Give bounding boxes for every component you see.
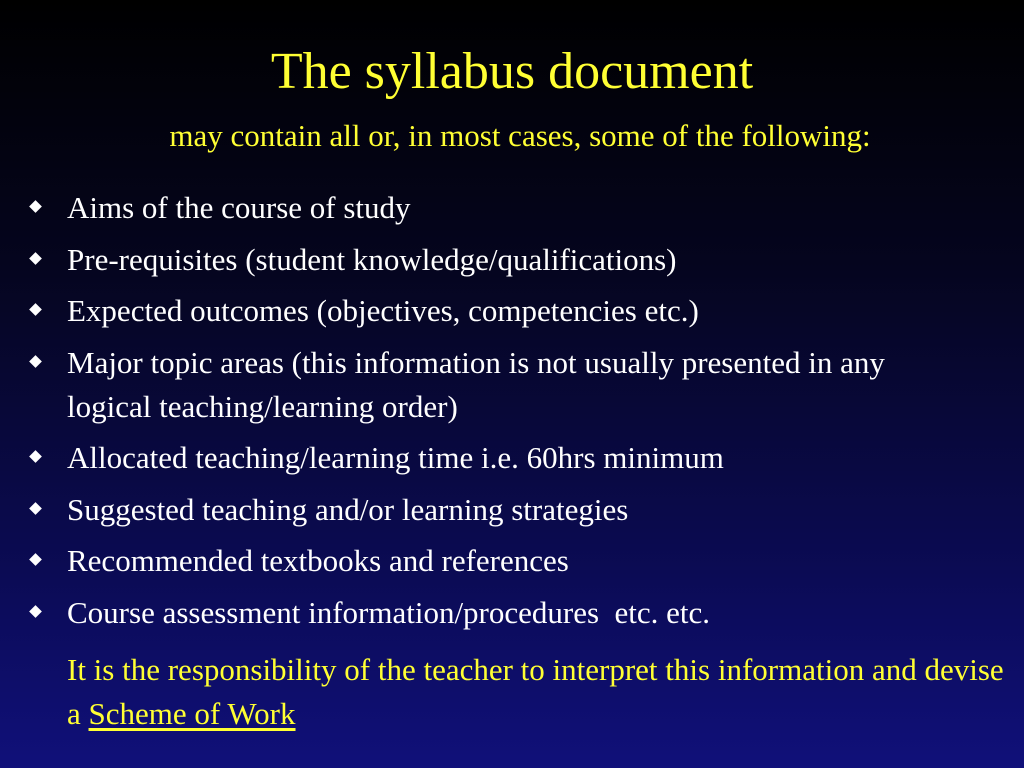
bullet-text: Allocated teaching/learning time i.e. 60hrs minimum — [67, 440, 724, 475]
slide-subtitle: may contain all or, in most cases, some of the following: — [169, 118, 871, 153]
bullet-text: Expected outcomes (objectives, competencies etc.) — [67, 293, 699, 328]
scheme-of-work-link[interactable]: Scheme of Work — [88, 696, 296, 731]
bullet-text: Major topic areas (this information is not usually presented in any logical teaching/learning order) — [67, 344, 885, 424]
bullet-list — [28, 186, 1008, 642]
diamond-bullet-icon — [29, 605, 42, 618]
bullet-text: Aims of the course of study — [67, 190, 411, 225]
bullet-item — [28, 591, 1008, 635]
diamond-bullet-icon — [29, 502, 42, 515]
bullet-item — [28, 488, 1008, 532]
bullet-item — [28, 289, 1008, 333]
bullet-text: Pre-requisites (student knowledge/qualifications) — [67, 241, 677, 277]
diamond-bullet-icon — [29, 200, 42, 213]
bullet-item — [28, 436, 1008, 480]
bullet-item — [28, 186, 1008, 230]
closing-text: It is the responsibility of the teacher to interpret this information and devise a — [67, 652, 1004, 731]
bullet-item — [28, 539, 1008, 583]
bullet-item — [28, 238, 1008, 282]
bullet-item — [28, 341, 897, 429]
diamond-bullet-icon — [29, 553, 42, 566]
slide-title: The syllabus document — [270, 43, 754, 100]
diamond-bullet-icon — [29, 450, 42, 463]
bullet-text: Suggested teaching and/or learning strategies — [67, 491, 629, 527]
diamond-bullet-icon — [29, 252, 42, 265]
diamond-bullet-icon — [29, 355, 42, 368]
bullet-text: Recommended textbooks and references — [67, 543, 569, 578]
bullet-text: Course assessment information/procedures etc. etc. — [67, 594, 711, 630]
diamond-bullet-icon — [29, 303, 42, 316]
closing-note — [67, 648, 1007, 736]
